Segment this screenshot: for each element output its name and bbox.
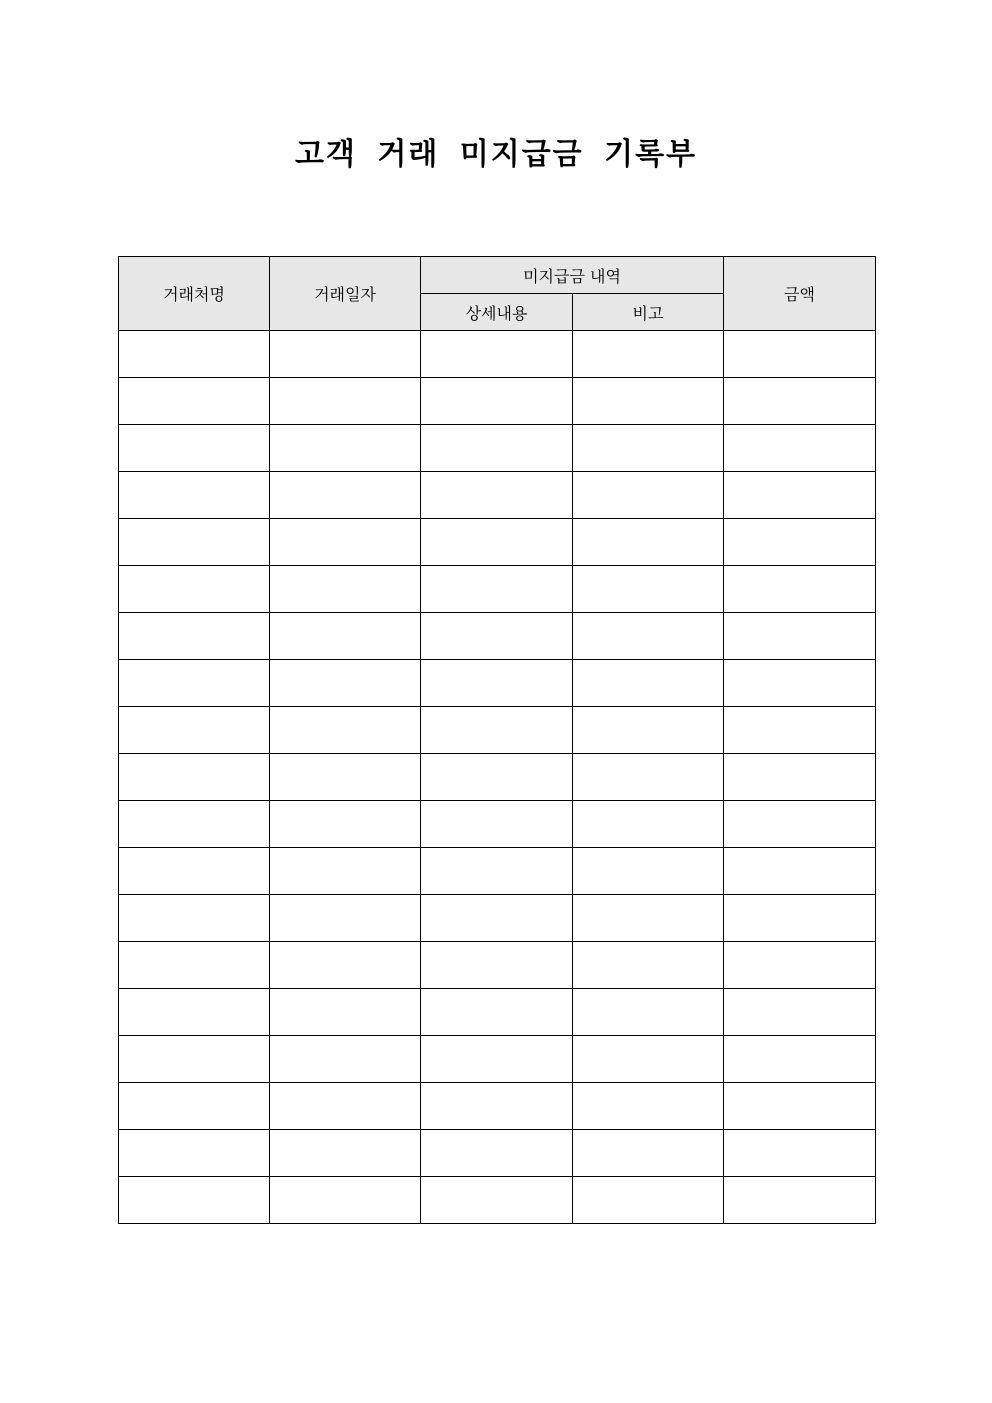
amount-cell[interactable] — [724, 942, 876, 989]
table-row — [119, 425, 876, 472]
client-name-cell[interactable] — [119, 613, 270, 660]
client-name-cell[interactable] — [119, 848, 270, 895]
details-cell[interactable] — [421, 472, 573, 519]
header-details: 상세내용 — [421, 294, 573, 331]
amount-cell[interactable] — [724, 613, 876, 660]
remarks-cell[interactable] — [573, 942, 724, 989]
transaction-date-cell[interactable] — [270, 566, 421, 613]
amount-cell[interactable] — [724, 707, 876, 754]
remarks-cell[interactable] — [573, 1177, 724, 1224]
header-remarks: 비고 — [573, 294, 724, 331]
remarks-cell[interactable] — [573, 378, 724, 425]
remarks-cell[interactable] — [573, 331, 724, 378]
client-name-cell[interactable] — [119, 1036, 270, 1083]
client-name-cell[interactable] — [119, 566, 270, 613]
table-row — [119, 895, 876, 942]
client-name-cell[interactable] — [119, 660, 270, 707]
remarks-cell[interactable] — [573, 707, 724, 754]
amount-cell[interactable] — [724, 378, 876, 425]
amount-cell[interactable] — [724, 660, 876, 707]
client-name-cell[interactable] — [119, 425, 270, 472]
transaction-date-cell[interactable] — [270, 378, 421, 425]
client-name-cell[interactable] — [119, 472, 270, 519]
transaction-date-cell[interactable] — [270, 519, 421, 566]
amount-cell[interactable] — [724, 1130, 876, 1177]
client-name-cell[interactable] — [119, 942, 270, 989]
client-name-cell[interactable] — [119, 989, 270, 1036]
details-cell[interactable] — [421, 895, 573, 942]
remarks-cell[interactable] — [573, 519, 724, 566]
table-row — [119, 472, 876, 519]
remarks-cell[interactable] — [573, 660, 724, 707]
remarks-cell[interactable] — [573, 754, 724, 801]
details-cell[interactable] — [421, 331, 573, 378]
table-row — [119, 378, 876, 425]
table-row — [119, 613, 876, 660]
table-row — [119, 707, 876, 754]
table-row — [119, 331, 876, 378]
transaction-date-cell[interactable] — [270, 754, 421, 801]
amount-cell[interactable] — [724, 1036, 876, 1083]
amount-cell[interactable] — [724, 754, 876, 801]
table-row — [119, 1083, 876, 1130]
details-cell[interactable] — [421, 566, 573, 613]
transaction-date-cell[interactable] — [270, 425, 421, 472]
client-name-cell[interactable] — [119, 1177, 270, 1224]
details-cell[interactable] — [421, 519, 573, 566]
remarks-cell[interactable] — [573, 895, 724, 942]
details-cell[interactable] — [421, 754, 573, 801]
transaction-date-cell[interactable] — [270, 660, 421, 707]
details-cell[interactable] — [421, 613, 573, 660]
table-row — [119, 989, 876, 1036]
transaction-date-cell[interactable] — [270, 613, 421, 660]
client-name-cell[interactable] — [119, 519, 270, 566]
details-cell[interactable] — [421, 1177, 573, 1224]
header-client-name: 거래처명 — [119, 257, 270, 331]
transaction-date-cell[interactable] — [270, 895, 421, 942]
details-cell[interactable] — [421, 378, 573, 425]
transaction-date-cell[interactable] — [270, 942, 421, 989]
remarks-cell[interactable] — [573, 472, 724, 519]
transaction-date-cell[interactable] — [270, 1036, 421, 1083]
amount-cell[interactable] — [724, 1177, 876, 1224]
transaction-date-cell[interactable] — [270, 1083, 421, 1130]
table-row — [119, 1036, 876, 1083]
amount-cell[interactable] — [724, 566, 876, 613]
remarks-cell[interactable] — [573, 801, 724, 848]
table-row — [119, 801, 876, 848]
table-row — [119, 566, 876, 613]
remarks-cell[interactable] — [573, 989, 724, 1036]
client-name-cell[interactable] — [119, 801, 270, 848]
table-row — [119, 848, 876, 895]
amount-cell[interactable] — [724, 801, 876, 848]
remarks-cell[interactable] — [573, 425, 724, 472]
details-cell[interactable] — [421, 425, 573, 472]
client-name-cell[interactable] — [119, 754, 270, 801]
transaction-date-cell[interactable] — [270, 707, 421, 754]
client-name-cell[interactable] — [119, 331, 270, 378]
details-cell[interactable] — [421, 1130, 573, 1177]
details-cell[interactable] — [421, 1083, 573, 1130]
client-name-cell[interactable] — [119, 1083, 270, 1130]
remarks-cell[interactable] — [573, 1036, 724, 1083]
details-cell[interactable] — [421, 660, 573, 707]
amount-cell[interactable] — [724, 425, 876, 472]
unpaid-ledger-table — [118, 256, 876, 1224]
transaction-date-cell[interactable] — [270, 848, 421, 895]
details-cell[interactable] — [421, 1036, 573, 1083]
amount-cell[interactable] — [724, 895, 876, 942]
table-row — [119, 942, 876, 989]
remarks-cell[interactable] — [573, 613, 724, 660]
page-title: 고객 거래 미지급금 기록부 — [294, 137, 698, 172]
client-name-cell[interactable] — [119, 895, 270, 942]
transaction-date-cell[interactable] — [270, 1130, 421, 1177]
header-amount: 금액 — [724, 257, 876, 331]
table-row — [119, 519, 876, 566]
amount-cell[interactable] — [724, 848, 876, 895]
details-cell[interactable] — [421, 848, 573, 895]
remarks-cell[interactable] — [573, 1130, 724, 1177]
remarks-cell[interactable] — [573, 848, 724, 895]
client-name-cell[interactable] — [119, 707, 270, 754]
amount-cell[interactable] — [724, 519, 876, 566]
transaction-date-cell[interactable] — [270, 1177, 421, 1224]
amount-cell[interactable] — [724, 989, 876, 1036]
transaction-date-cell[interactable] — [270, 989, 421, 1036]
amount-cell[interactable] — [724, 472, 876, 519]
client-name-cell[interactable] — [119, 1130, 270, 1177]
transaction-date-cell[interactable] — [270, 331, 421, 378]
ledger-body — [119, 331, 876, 1224]
details-cell[interactable] — [421, 989, 573, 1036]
client-name-cell[interactable] — [119, 378, 270, 425]
amount-cell[interactable] — [724, 1083, 876, 1130]
table-row — [119, 754, 876, 801]
table-row — [119, 1177, 876, 1224]
table-row — [119, 660, 876, 707]
remarks-cell[interactable] — [573, 1083, 724, 1130]
transaction-date-cell[interactable] — [270, 472, 421, 519]
amount-cell[interactable] — [724, 331, 876, 378]
details-cell[interactable] — [421, 707, 573, 754]
header-transaction-date: 거래일자 — [270, 257, 421, 331]
transaction-date-cell[interactable] — [270, 801, 421, 848]
table-row — [119, 1130, 876, 1177]
remarks-cell[interactable] — [573, 566, 724, 613]
details-cell[interactable] — [421, 801, 573, 848]
header-unpaid-details-group: 미지급금 내역 — [421, 257, 724, 294]
details-cell[interactable] — [421, 942, 573, 989]
